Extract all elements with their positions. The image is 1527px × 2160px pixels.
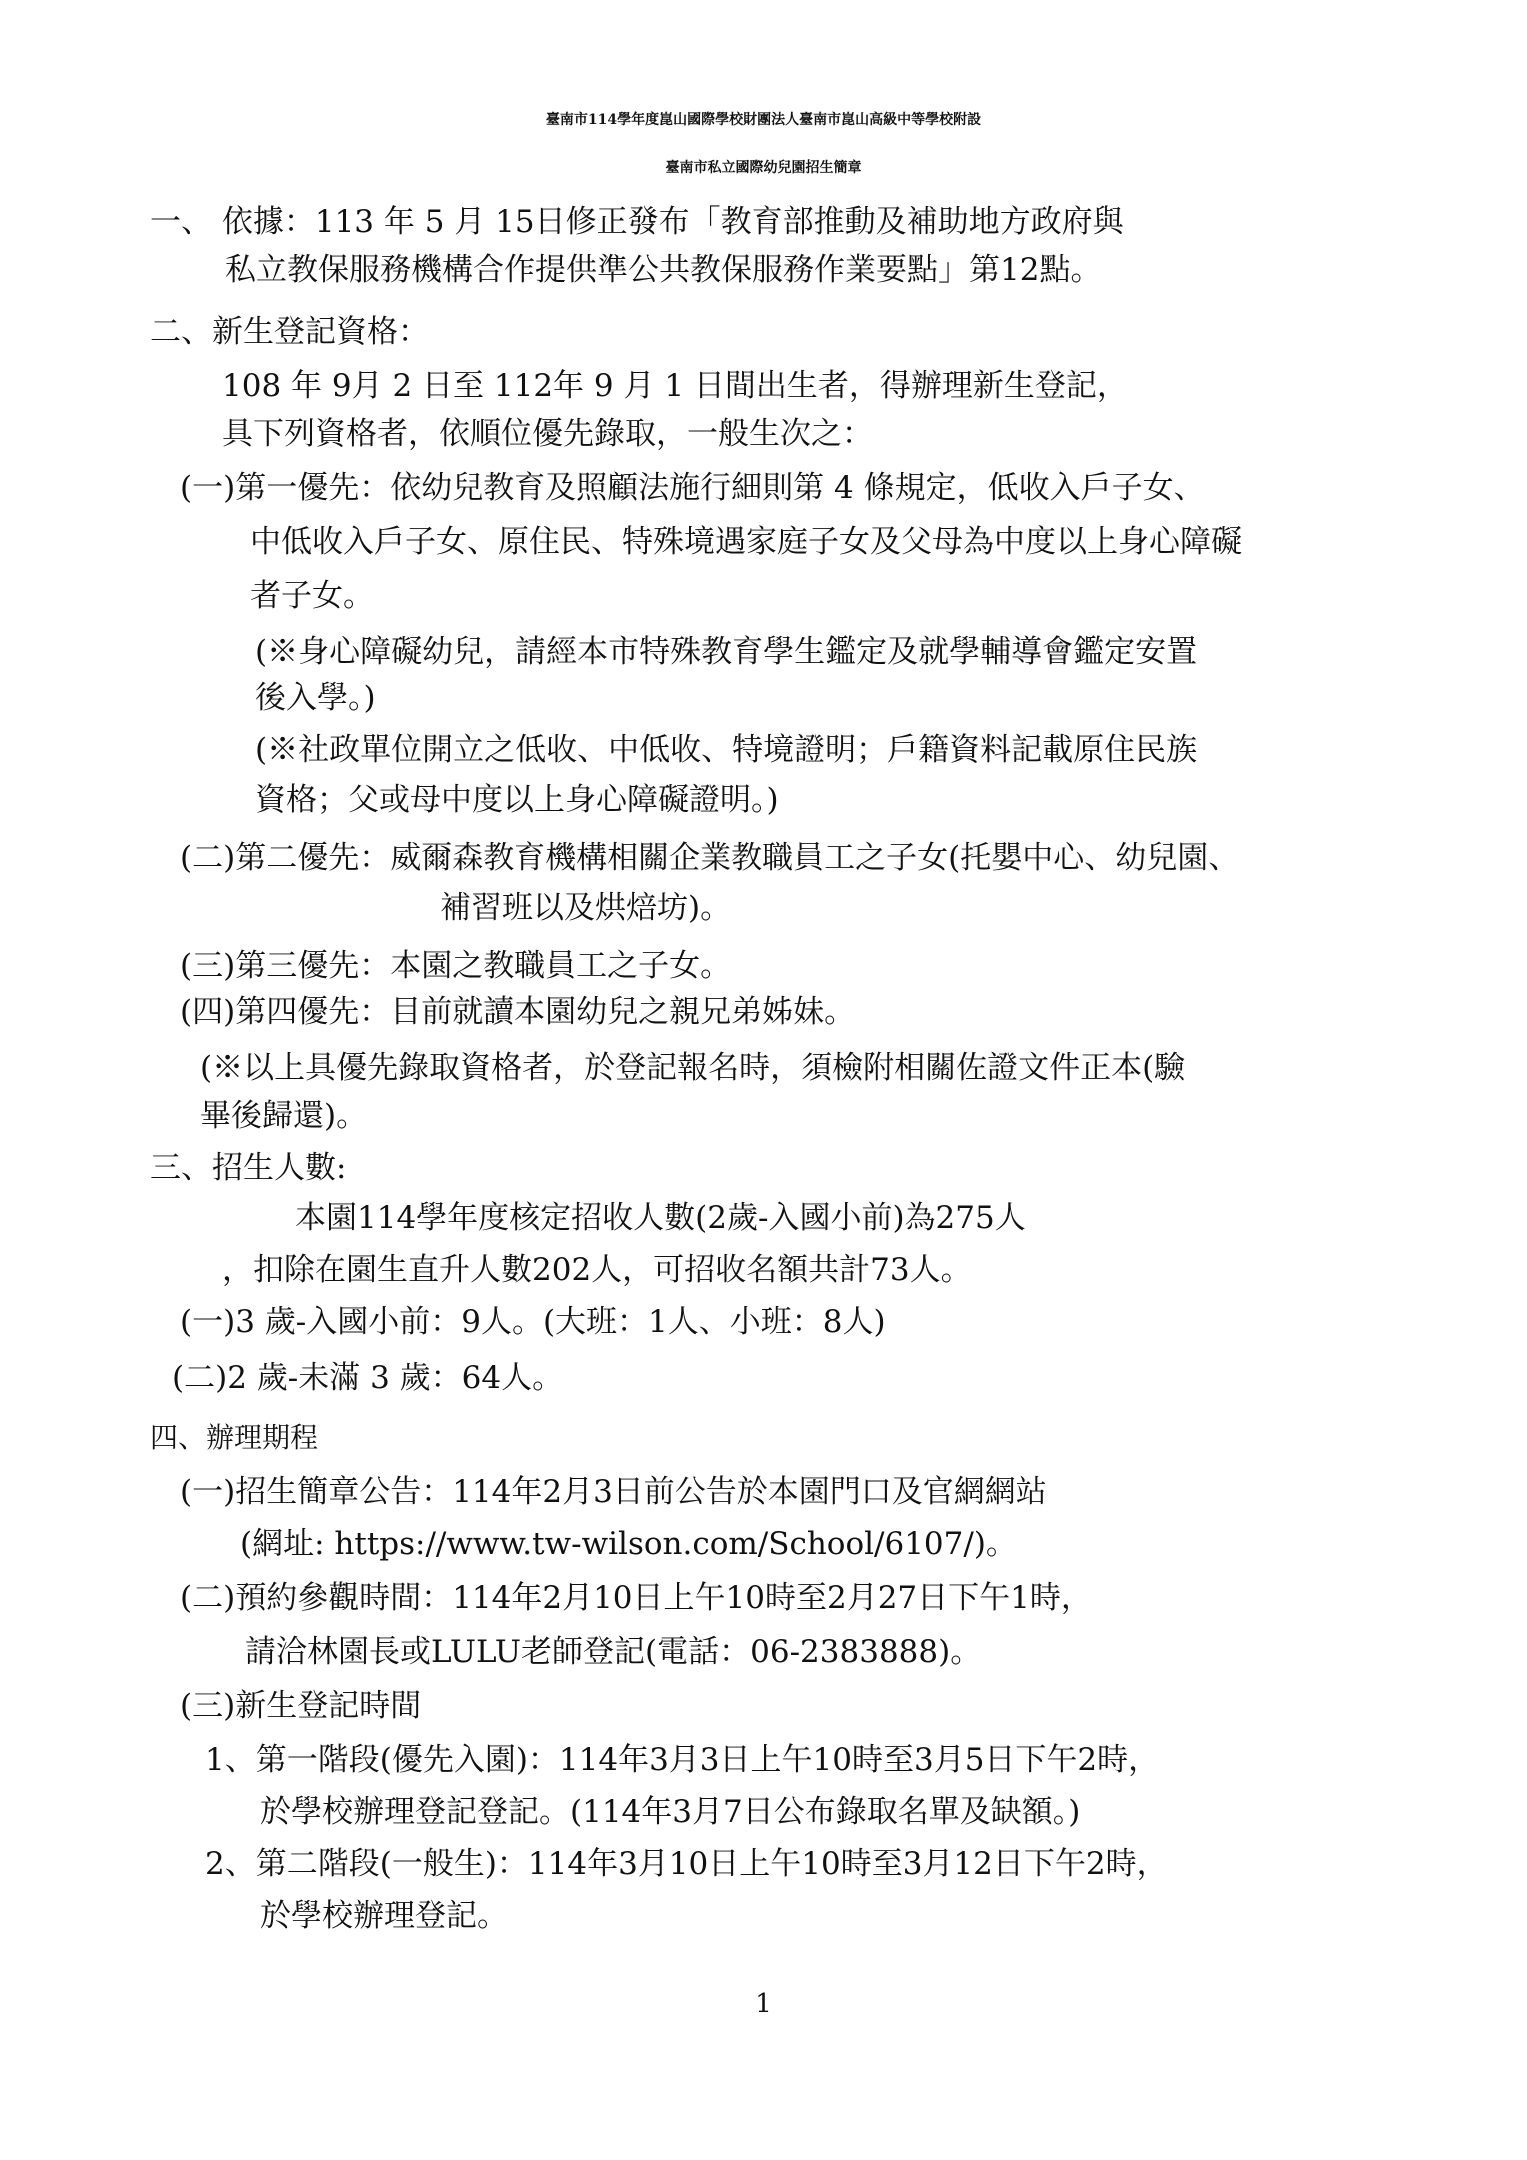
priority1-line3: 者子女。 [250, 578, 374, 614]
stage2-line2: 於學校辦理登記。 [260, 1898, 508, 1934]
schedule-item2-line2: 請洽林園長或LULU老師登記(電話：06-2383888)。 [245, 1634, 982, 1670]
priority4: (四)第四優先：目前就讀本園幼兒之親兄弟姊妹。 [180, 994, 856, 1030]
note1-line1: (※身心障礙幼兒，請經本市特殊教育學生鑑定及就學輔導會鑑定安置 [255, 634, 1198, 670]
document-title-line1: 臺南市114學年度崑山國際學校財團法人臺南市崑山高級中等學校附設 [545, 112, 982, 128]
eligibility-line2: 具下列資格者，依順位優先錄取，一般生次之： [222, 416, 873, 452]
document-title-line2: 臺南市私立國際幼兒園招生簡章 [665, 160, 862, 176]
priority1-line2: 中低收入戶子女、原住民、特殊境遇家庭子女及父母為中度以上身心障礙 [250, 524, 1242, 560]
schedule-item1-line1: (一)招生簡章公告：114年2月3日前公告於本園門口及官網網站 [180, 1474, 1047, 1510]
schedule-heading: 四、辦理期程 [150, 1421, 319, 1454]
enrollment-line2: ，扣除在園生直升人數202人，可招收名額共計73人。 [222, 1252, 972, 1288]
stage2-line1: 2、第二階段(一般生)：114年3月10日上午10時至3月12日下午2時， [205, 1846, 1168, 1882]
enrollment-item1: (一)3 歲-入國小前：9人。(大班：1人、小班：8人) [180, 1304, 886, 1340]
page-number: 1 [755, 1989, 772, 2019]
note1-line2: 後入學。) [255, 680, 376, 716]
eligibility-heading: 二、新生登記資格： [150, 314, 429, 350]
note2-line2: 資格；父或母中度以上身心障礙證明。) [255, 782, 779, 818]
priority2-line1: (二)第二優先：威爾森教育機構相關企業教職員工之子女(托嬰中心、幼兒園、 [180, 840, 1240, 876]
schedule-item3: (三)新生登記時間 [180, 1688, 422, 1724]
basis-line1: 一、 依據：113 年 5 月 15日修正發布「教育部推動及補助地方政府與 [150, 204, 1124, 240]
note3-line2: 畢後歸還)。 [200, 1098, 368, 1134]
stage1-line2: 於學校辦理登記登記。(114年3月7日公布錄取名單及缺額。) [260, 1794, 1081, 1830]
note3-line1: (※以上具優先錄取資格者，於登記報名時，須檢附相關佐證文件正本(驗 [200, 1050, 1186, 1086]
enrollment-item2: (二)2 歲-未滿 3 歲：64人。 [172, 1360, 564, 1396]
priority2-line2: 補習班以及烘焙坊)。 [440, 890, 732, 926]
priority3: (三)第三優先：本園之教職員工之子女。 [180, 948, 732, 984]
schedule-item2-line1: (二)預約參觀時間：114年2月10日上午10時至2月27日下午1時， [180, 1580, 1092, 1616]
eligibility-line1: 108 年 9月 2 日至 112年 9 月 1 日間出生者，得辦理新生登記， [222, 368, 1128, 404]
priority1-line1: (一)第一優先：依幼兒教育及照顧法施行細則第 4 條規定，低收入戶子女、 [180, 470, 1205, 506]
basis-line2: 私立教保服務機構合作提供準公共教保服務作業要點」第12點。 [225, 252, 1102, 288]
enrollment-line1: 本園114學年度核定招收人數(2歲-入國小前)為275人 [295, 1200, 1026, 1236]
stage1-line1: 1、第一階段(優先入園)：114年3月3日上午10時至3月5日下午2時， [205, 1742, 1160, 1778]
note2-line1: (※社政單位開立之低收、中低收、特境證明；戶籍資料記載原住民族 [255, 732, 1198, 768]
enrollment-heading: 三、招生人數: [150, 1150, 347, 1186]
schedule-item1-line2: (網址: https://www.tw-wilson.com/School/6107/)。 [240, 1526, 1017, 1562]
